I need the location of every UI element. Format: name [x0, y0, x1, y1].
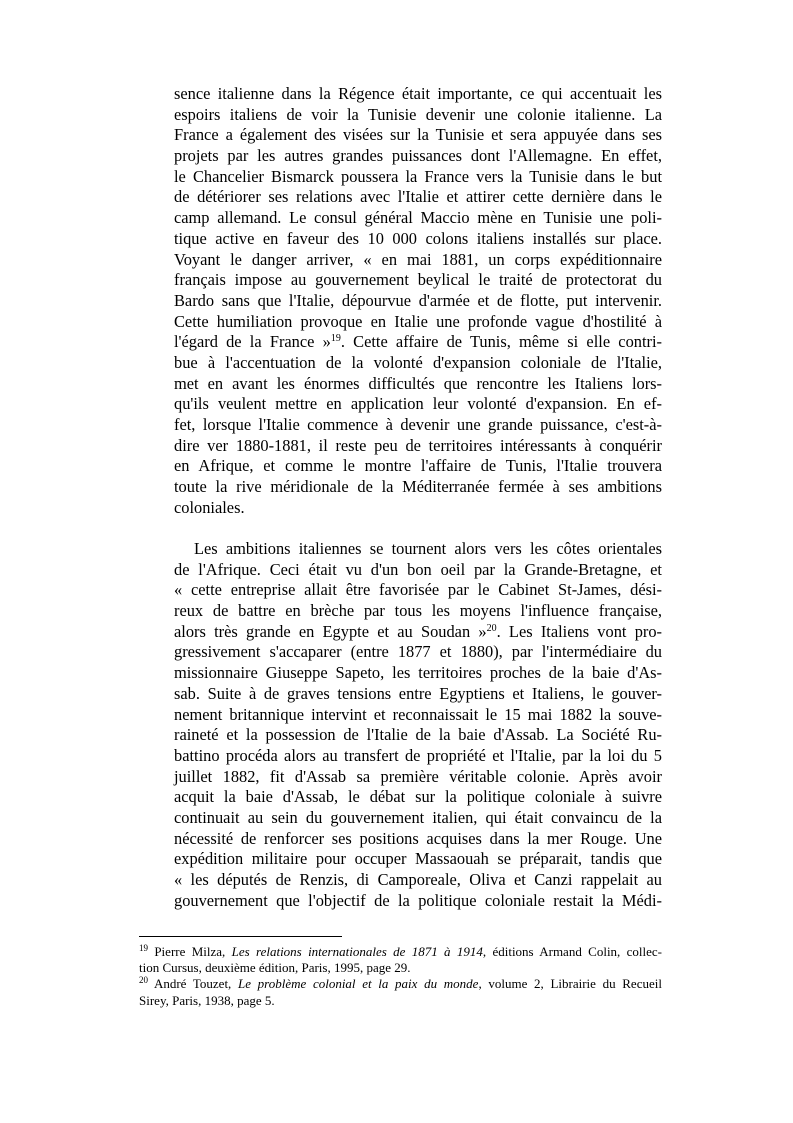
text-line: battino procéda alors au transfert de propriété et l'Italie, par la loi du 5 [174, 745, 662, 765]
text-line: coloniales. [174, 497, 245, 517]
footnote-text: , volume 2, Librairie du Recueil [478, 976, 662, 992]
text-line: sab. Suite à de graves tensions entre Egyptiens et Italiens, le gouver- [174, 683, 662, 703]
paragraph-gap [174, 518, 662, 539]
text-line: toute la rive méridionale de la Méditerranée fermée à ses ambitions [174, 477, 662, 497]
footnote-ref-20[interactable]: 20 [486, 622, 497, 634]
footnote-number: 19 [139, 943, 148, 953]
text-line: France a également des visées sur la Tunisie et sera appuyée dans ses [174, 125, 662, 145]
footnote-ref-19[interactable]: 19 [330, 333, 341, 345]
text-line: gouvernement que l'objectif de la politique coloniale restait la Médi- [174, 890, 662, 910]
text-line: Les ambitions italiennes se tournent alors vers les côtes orientales [194, 539, 662, 559]
footnote-line: tion Cursus, deuxième édition, Paris, 1995, page 29. [139, 960, 411, 976]
text-line: qu'ils veulent mettre en application leur volonté d'expansion. En ef- [174, 394, 662, 414]
text-line: français impose au gouvernement beylical le traité de protectorat du [174, 270, 662, 290]
footnote-line [139, 976, 662, 992]
text-line [174, 332, 662, 353]
text-line: camp allemand. Le consul général Maccio mène en Tunisie une poli- [174, 208, 662, 228]
text-line: tique active en faveur des 10 000 colons italiens installés sur place. [174, 228, 662, 248]
text-line: acquit la baie d'Assab, le débat sur la politique coloniale à suivre [174, 787, 662, 807]
footnote-text: , éditions Armand Colin, collec- [482, 944, 662, 959]
text-line: de détériorer ses relations avec l'Italie et attirer cette dernière dans le [174, 187, 662, 207]
text-line: sence italienne dans la Régence était importante, ce qui accentuait les [174, 84, 662, 103]
footnote-author: Pierre Milza, [148, 944, 232, 959]
footnote-separator [139, 936, 342, 937]
text-line: Voyant le danger arriver, « en mai 1881, un corps expéditionnaire [174, 249, 662, 269]
text-line: nécessité de renforcer ses positions acquises dans la mer Rouge. Une [174, 828, 662, 848]
text-line: Cette humiliation provoque en Italie une profonde vague d'hostilité à [174, 311, 662, 331]
text-line: espoirs italiens de voir la Tunisie devenir une colonie italienne. La [174, 104, 662, 124]
footnote-title: Les relations internationales de 1871 à 1914 [231, 944, 483, 959]
body-text [174, 84, 662, 911]
paragraph-2 [174, 539, 662, 911]
text-line: juillet 1882, fit d'Assab sa première véritable colonie. Après avoir [174, 766, 662, 786]
text-segment: l'égard de la France » [174, 332, 331, 352]
text-line: expédition militaire pour occuper Massaouah se préparait, tandis que [174, 849, 662, 869]
text-line: dire ver 1880-1881, il reste peu de territoires intéressants à conquérir [174, 435, 662, 455]
text-line: fet, lorsque l'Italie commence à devenir une grande puissance, c'est-à- [174, 415, 662, 434]
text-line: en Afrique, et comme le montre l'affaire de Tunis, l'Italie trouvera [174, 456, 662, 476]
text-line: de l'Afrique. Ceci était vu d'un bon oeil par la Grande-Bretagne, et [174, 559, 662, 579]
footnote-title: Le problème colonial et la paix du monde [237, 976, 479, 992]
text-segment: bue [174, 352, 208, 372]
text-line: missionnaire Giuseppe Sapeto, les territoires proches de la baie d'As- [174, 663, 662, 683]
text-segment: à l'accentuation de la volonté d'expansion coloniale de l'Italie, [207, 352, 662, 372]
footnote-number: 20 [139, 975, 148, 986]
text-line: reux de battre en brèche par tous les moyens l'influence française, [174, 601, 662, 621]
text-line: « cette entreprise allait être favorisée par le Cabinet St-James, dési- [174, 580, 662, 600]
text-line: projets par les autres grandes puissances dont l'Allemagne. En effet, [174, 146, 662, 166]
text-line: continuait au sein du gouvernement italien, qui était convaincu de la [174, 807, 662, 827]
text-segment: . Cette affaire de Tunis, même si elle contri- [340, 332, 662, 352]
text-line [174, 622, 662, 643]
text-segment: . Les Italiens vont pro- [496, 621, 662, 641]
footnote-line: Sirey, Paris, 1938, page 5. [139, 992, 275, 1008]
text-line: le Chancelier Bismarck poussera la France vers la Tunisie dans le but [174, 166, 662, 186]
footnote-20 [139, 976, 662, 1008]
text-line: raineté et la possession de l'Italie de la baie d'Assab. La Société Ru- [174, 725, 662, 745]
footnote-line [139, 944, 662, 960]
text-line: « les députés de Renzis, di Camporeale, Oliva et Canzi rappelait au [174, 870, 662, 890]
paragraph-1 [174, 84, 662, 518]
text-line: met en avant les énormes difficultés que rencontre les Italiens lors- [174, 373, 662, 393]
text-line [174, 353, 662, 374]
footnote-author: André Touzet, [148, 976, 238, 992]
footnote-19 [139, 944, 662, 976]
text-line: Bardo sans que l'Italie, dépourvue d'armée et de flotte, put intervenir. [174, 290, 662, 310]
text-line: nement britannique intervint et reconnaissait le 15 mai 1882 la souve- [174, 704, 662, 724]
text-line: gressivement s'accaparer (entre 1877 et 1880), par l'intermédiaire du [174, 642, 662, 662]
footnotes [139, 944, 662, 1009]
text-segment: alors très grande en Egypte et au Soudan » [174, 621, 487, 641]
